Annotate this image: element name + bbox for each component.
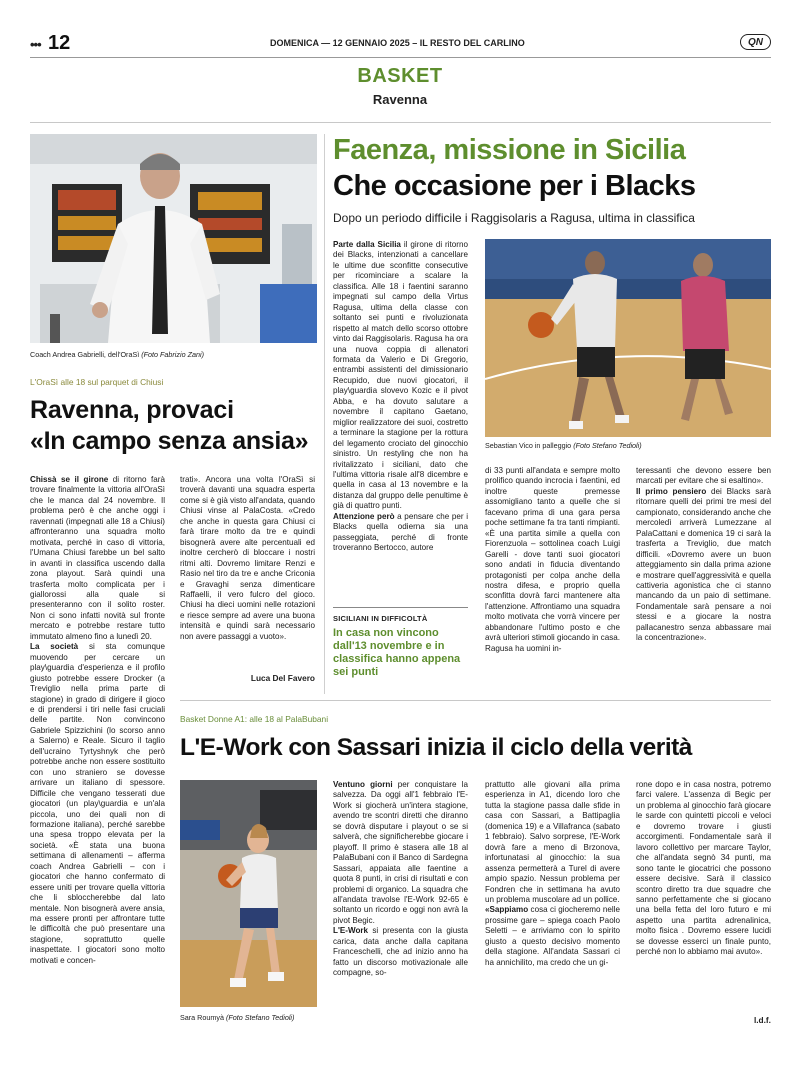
main-kicker: Faenza, missione in Sicilia [333, 134, 686, 166]
left-col-1 [30, 475, 165, 1065]
date-line: DOMENICA — 12 GENNAIO 2025 – IL RESTO DEL CARLINO [270, 38, 525, 48]
coach-photo-caption [30, 350, 317, 359]
main-col3-bold: Il primo pensiero [636, 486, 707, 496]
main-col1-text2: a pensare che per i Blacks quella odierna sia una passeggiata, perché di fronte troveranno Bertocco, autore [333, 511, 468, 553]
sidebar-quote: In casa non vincono dall'13 novembre e in classifica hanno appena sei punti [333, 627, 461, 678]
section-name: BASKET [357, 65, 443, 87]
womens-caption-credit: (Foto Stefano Tedioli) [225, 1013, 295, 1022]
bottom-headline: L'E-Work con Sassari inizia il ciclo della verità [180, 734, 692, 761]
bottom-col-3 [636, 780, 771, 1018]
left-headline-1: Ravenna, provaci [30, 396, 234, 424]
left-col-2 [180, 475, 315, 670]
main-bold-2: Attenzione però [333, 511, 395, 521]
sidebar-box [333, 607, 468, 687]
coach-caption-credit: (Foto Fabrizio Zani) [141, 350, 204, 359]
main-subhead: Dopo un periodo difficile i Raggisolaris a Ragusa, ultima in classifica [333, 211, 695, 225]
page-dots: ••• [30, 37, 41, 52]
left-col1-text: di ritorno farà trovare finalmente la vittoria all'OraSì che le manca dal 24 novembre. Il problema però è che anche oggi i ravennati (impegnati alle 18 a Chiusi) affronteranno una squadra molto motivata, perché in caso di vittoria, l'Umana Chiusi farebbe un bel salto in avanti in classifica uscendo dalla zona playout. Sarà quindi una trasferta molto complicata per i giallorossi alla quale si presenteranno con il solito roster. Non ci sono infatti novità sul fronte mercato e potrebbe restare tutto immutato almeno fino a lunedì 20. [30, 475, 165, 641]
main-col-1 [333, 240, 468, 605]
page-number: 12 [48, 32, 71, 54]
coach-caption-text: Coach Andrea Gabrielli, dell'OraSì [30, 350, 140, 359]
bottom-col-1 [333, 780, 468, 1035]
left-author: Luca Del Favero [250, 673, 315, 683]
womens-player-photo [180, 780, 317, 1007]
coach-photo [30, 134, 317, 343]
bottom-author: l.d.f. [753, 1015, 771, 1025]
player-photo-caption [485, 441, 771, 450]
main-lead-bold: Parte dalla Sicilia [333, 240, 401, 249]
left-col1-text2: si sta comunque muovendo per cercare un play\guardia d'esperienza e il profilo giusto potrebbe essere Drocker (a Treviglio nella prima parte di stagione) in grado di dirigere il gioco e di prendersi i tiri nelle fasi cruciali delle partite. Non convincono Gabriele Spizzichini (lo scorso anno a Salerno) e Reale. Sicuro il taglio dell'ucraino Tyrtyshnyk che però potrebbe anche non essere sostituito con uno straniero se dovesse arrivare un italiano di spessore. Difficile che vengano tesserati due giocatori (un play\guardia e un'ala piccola, uno dei quali non di formazione italiana), perché sarebbe una spesa troppo elevata per la società. «È stata una buona settimana di allenamenti – afferma coach Andrea Gabrielli – con i giocatori che hanno confermato di essere uniti per trovare quella vittoria che li sbloccherebbe dal lato mentale. Non bisognerà avere ansia, ma essere pronti per affrontare tutte le difficoltà che può presentare una stagione, soprattutto quelle inaspettate. I giocatori sono molto motivati e concen- [30, 642, 165, 965]
player-photo-illustration [485, 239, 771, 437]
bottom-kicker: Basket Donne A1: alle 18 al PalaBubani [180, 714, 329, 724]
bottom-col2-text: prattutto alle giovani alla prima esperienza in A1, dicendo loro che tutta la stagione passa dalle sfide in casa con Sassari, a Battipaglia (domenica 19) e a Villafranca (sabato 1 febbraio). Salvo sorprese, l'E-Work dovrà fare a meno di Brzonova, infortunatasi al ginocchio: la sua assenza permetterà a Turel di avere ampio spazio. Nessun problema per Fondren che in settimana ha avuto un problema muscolare ad un pollice. [485, 780, 620, 904]
womens-photo-illustration [180, 780, 317, 1007]
sidebar-label: SICILIANI IN DIFFICOLTÀ [333, 614, 428, 623]
left-lead-bold: Chissà se il girone [30, 475, 109, 484]
main-col-2 [485, 466, 620, 691]
bottom-col1-text2: si presenta con la giusta carica, data anche dalla capitana Franceschelli, che ad inizio anno ha fatto un discorso motivazionale alle compagne, so- [333, 926, 468, 978]
player-photo [485, 239, 771, 437]
sidebar-rule [333, 607, 468, 608]
main-col3-text2: dei Blacks sarà ritornare quelli dei primi tre mesi del campionato, considerando anche che mercoledì arriverà Lumezzane al PalaCattani e domenica 19 ci sarà la trasferta a Treviglio, due match difficili. «Dovremo avere un buon atteggiamento sin dalla prima azione e mostrare quell'aggressività e quella cattiveria agonistica che ci stanno mancando da un paio di settimane. Fondamentale sarà pensare a noi stessi e a giocare la nostra pallacanestro senza abbassare mai la concentrazione». [636, 486, 771, 643]
womens-photo-caption [180, 1013, 320, 1022]
main-col-3 [636, 466, 771, 691]
bottom-col2-text2: cosa ci giocheremo nelle prossime gare – spiega coach Paolo Seletti – e arriviamo con lo spirito giusto a questo decisivo momento della stagione. All'andata Sassari ci ha annichilito, ma credo che un gi- [485, 905, 620, 967]
section-city: Ravenna [372, 92, 428, 107]
qn-logo: QN [740, 34, 771, 50]
player-caption-text: Sebastian Vico in palleggio [485, 441, 572, 450]
main-col3-text: teressanti che devono essere ben marcati per evitare che si esaltino». [636, 466, 771, 486]
main-col2-text: di 33 punti all'andata e sempre molto prolifico quando incrocia i faentini, ed inoltre queste premesse assomigliano tanto a quelle che si facevano prima di una gara persa poche settimane fa tra tanti rimpianti. «È una partita simile a quella con Fiorenzuola – sottolinea coach Luigi Garelli - dove tanti suoi giocatori sono andati in fiducia diventando protagonisti per colpa anche della nostra difesa, e proprio quella sconfitta dovrà farci mantenere alta l'attenzione. Affrontiamo una squadra molto motivata che vorrà vincere per abbandonare l'ultimo posto e che avrà ulteriori stimoli giocando in casa. Ragusa ha uomini in- [485, 466, 620, 653]
coach-photo-illustration [30, 134, 317, 343]
left-bold-2: La società [30, 642, 79, 652]
bottom-col-2 [485, 780, 620, 1035]
bottom-story-rule [180, 700, 771, 701]
womens-caption-text: Sara Roumyà [180, 1013, 224, 1022]
bottom-col3-text: rone dopo e in casa nostra, potremo farci valere. L'assenza di Begic per un problema al ginocchio farà giocare le sarde con quintetti piccoli e veloci e dovremo trovare i giusti accorgimenti. Fondamentale sarà il lavoro collettivo per marcare Taylor, che all'andata segnò 34 punti, ma sono tante le giocatrici che possono essere decisive. Sarà il classico scontro diretto tra due squadre che sanno perfettamente che si giocano una bella fetta del loro futuro e mi aspetto una partita adrenalinica, molto fisica . Dovremo essere lucidi se dovesse esserci un finale punto, perché non lo abbiamo mai avuto». [636, 780, 771, 957]
header-rule [30, 57, 771, 58]
section-rule [30, 122, 771, 123]
main-headline: Che occasione per i Blacks [333, 170, 696, 202]
main-col1-text: il girone di ritorno dei Blacks, intenzionati a cancellare le ultime due sconfitte consecutive per ricominciare a scalare la classifica. Alle 18 i faentini saranno impegnati sul campo della Virtus Ragusa, ultima della classe con soltanto sei punti e rivoluzionata rispetto al match dello scorso ottobre vinto dai Raggisolaris. Ragusa ha ora una nuova coppia di allenatori formata da Valerio e Di Gregorio, entrambi assistenti del dimissionario Recupido, due nuovi giocatori, il play\guardia slovevo Kozic e il pivot Abba, e ha dovuto salutare a novembre il capitano Gaetano, miglior realizzatore dei suoi, costretto a terminare la stagione per la rottura del legamento crociato del ginocchio sinistro. Un restyling che non ha rivitalizzato i siciliani, dato che l'ultima vittoria risale all'8 dicembre e quella in casa al 13 novembre e la distanza dal gruppo delle penultime è già di quattro punti. [333, 240, 468, 511]
bottom-lead-bold: Ventuno giorni [333, 780, 393, 789]
bottom-col1-text: per conquistare la salvezza. Da oggi all'1 febbraio l'E-Work si giocherà un'intera stagione, avendo tre scontri diretti che diranno se dovrà disputare i playout o se si salverà, che significherebbe giocare i playoff. Il primo è stasera alle 18 al PalaBubani con il Banco di Sardegna Sassari, appaiata alle faentine a quota 8 punti, in crisi di risultati e con problemi di organico. La squadra che all'andata travolse l'E-Work 92-65 è soltanto un ricordo e oggi non avrà la pivot Begic. [333, 780, 468, 925]
bottom-bold-3: «Sappiamo [485, 905, 529, 915]
left-kicker: L'OraSì alle 18 sul parquet di Chiusi [30, 377, 164, 387]
left-headline-2: «In campo senza ansia» [30, 427, 309, 455]
column-divider [324, 134, 325, 694]
bottom-bold-2: L'E-Work [333, 926, 369, 936]
left-col2-text: trati». Ancora una volta l'OraSì si troverà davanti una squadra esperta come si è già visto all'andata, quando Chiusi vinse al PalaCosta. «Credo che anche in questa gara Chiusi ci farà tirare molto da tre e quindi bisognerà avere alte percentuali ed inoltre cercherò di bloccare i nostri ritmi alti. Dovremo limitare Renzi e Rasio nel tiro da tre e anche Criconia e Gravaghi senza dimenticare Raffaelli, il vero fulcro del gioco. Chiusi ha dieci uomini nelle rotazioni e riesce sempre ad avere una buona intensità e quindi sarà necessario non avere passaggi a vuoto». [180, 475, 315, 641]
player-caption-credit: (Foto Stefano Tedioli) [573, 441, 642, 450]
